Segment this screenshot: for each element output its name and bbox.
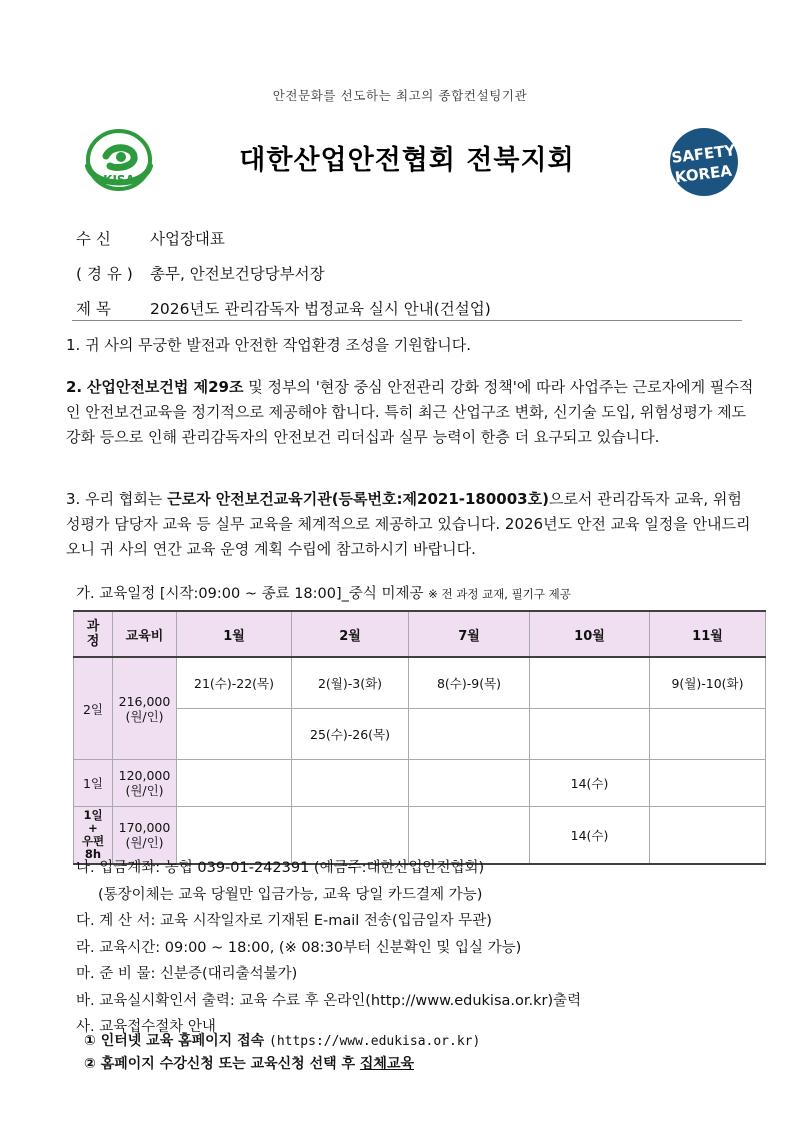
- step-1-number: ①: [84, 1033, 96, 1049]
- paragraph-2-text: 및 정부의 '현장 중심 안전관리 강화 정책'에 따라 사업주는 근로자에게 필수적인 안전보건교육을 정기적으로 제공해야 합니다. 특히 최근 산업구조 변화, 신기술 도입, 위험성평가 제도 강화 등으로 인해 관리감독자의 안전보건 리더십과 실무 능력이 한층 더 요구되고 있습니다.: [66, 378, 754, 446]
- cell-1day-mail-oct: 14(수): [530, 807, 650, 865]
- via-label: ( 경 유 ): [76, 265, 133, 283]
- course-mail-line2: +: [88, 821, 98, 835]
- cell-2day-r2-oct: [530, 709, 650, 760]
- col-header-feb: 2월: [292, 611, 409, 657]
- subject-label: 제 목: [76, 300, 111, 318]
- table-row: [74, 657, 766, 709]
- subject-row: [76, 297, 756, 319]
- schedule-subheading: [76, 582, 571, 603]
- table-row: [74, 760, 766, 807]
- fee-unit-1day-mail: (원/인): [125, 835, 164, 850]
- cell-fee-1day: [113, 760, 177, 807]
- col-header-fee: 교육비: [113, 611, 177, 657]
- application-step-1: [84, 1030, 480, 1053]
- paragraph-2: [66, 375, 756, 450]
- course-mail-line4: 8h: [84, 847, 102, 861]
- cell-course-2day: 2일: [74, 657, 113, 760]
- col-header-jul: 7월: [409, 611, 530, 657]
- table-header-row: [74, 611, 766, 657]
- paragraph-3-registration: 근로자 안전보건교육기관(등록번호:제2021-180003호): [167, 490, 549, 508]
- fee-unit-1day: (원/인): [125, 783, 164, 798]
- step-2-emphasis: 집체교육: [359, 1056, 414, 1072]
- via-value: 총무, 안전보건당당부서장: [150, 265, 325, 283]
- subject-value: 2026년도 관리감독자 법정교육 실시 안내(건설업): [150, 300, 491, 318]
- cell-2day-r1-oct: [530, 657, 650, 709]
- course-mail-line3: 우편: [81, 834, 105, 848]
- footer-item-c: 다. 계 산 서: 교육 시작일자로 기재된 E-mail 전송(입금일자 무관): [76, 913, 492, 929]
- footer-item-e: 마. 준 비 물: 신분증(대리출석불가): [76, 966, 298, 982]
- paragraph-2-law: 산업안전보건법 제29조: [86, 378, 244, 396]
- header-divider: [72, 320, 742, 321]
- cell-fee-2day: [113, 657, 177, 760]
- svg-text:SAFETY: SAFETY: [670, 141, 737, 167]
- footer-item-g: 사. 교육접수절차 안내: [76, 1019, 216, 1035]
- svg-text:KISA: KISA: [103, 173, 135, 187]
- cell-2day-r2-jan: [177, 709, 292, 760]
- paragraph-3: [66, 487, 756, 562]
- footer-item-f: 바. 교육실시확인서 출력: 교육 수료 후 온라인(http://www.edukisa.or.kr)출력: [76, 992, 582, 1009]
- paragraph-3-text: 으로서 관리감독자 교육, 위험성평가 담당자 교육 등 실무 교육을 체계적으로 제공하고 있습니다. 2026년도 안전 교육 일정을 안내드리오니 귀 사의 연간 교육 운영 계획 수립에 참고하시기 바랍니다.: [66, 490, 751, 558]
- application-step-2: [84, 1053, 480, 1076]
- recipient-label: 수 신: [76, 230, 111, 248]
- fee-unit-2day: (원/인): [125, 708, 164, 724]
- cell-2day-r2-jul: [409, 709, 530, 760]
- page-title: 대한산업안전협회 전북지회: [239, 145, 575, 176]
- step-1-text: 인터넷 교육 홈페이지 접속: [100, 1033, 265, 1049]
- course-mail-line1: 1일: [83, 808, 103, 822]
- schedule-subheading-main: 가. 교육일정 [시작:09:00 ~ 종료 18:00]_중식 미제공: [76, 586, 424, 602]
- footer-list: [76, 855, 776, 1041]
- footer-item-d: 라. 교육시간: 09:00 ~ 18:00, (※ 08:30부터 신분확인 및 입실 가능): [76, 939, 522, 956]
- cell-1day-nov: [650, 760, 766, 807]
- recipient-row: [76, 227, 756, 249]
- cell-2day-r1-feb: 2(월)-3(화): [292, 657, 409, 709]
- step-2-text: 홈페이지 수강신청 또는 교육신청 선택 후: [100, 1056, 356, 1072]
- via-row: [76, 262, 756, 284]
- step-2-number: ②: [84, 1056, 96, 1072]
- cell-2day-r1-jul: 8(수)-9(목): [409, 657, 530, 709]
- paragraph-2-number: 2.: [66, 378, 83, 396]
- cell-2day-r2-feb: 25(수)-26(목): [292, 709, 409, 760]
- masthead: [72, 122, 742, 204]
- cell-1day-oct: 14(수): [530, 760, 650, 807]
- cell-1day-jul: [409, 760, 530, 807]
- footer-item-b: 나. 입금계좌: 농협 039-01-242391 (예금주:대한산업안전협회): [76, 860, 485, 876]
- schedule-table: [73, 610, 766, 865]
- step-1-url[interactable]: (https://www.edukisa.or.kr): [269, 1034, 481, 1049]
- cell-2day-r2-nov: [650, 709, 766, 760]
- table-row: [74, 709, 766, 760]
- svg-text:KOREA: KOREA: [673, 161, 733, 187]
- schedule-subheading-note: ※ 전 과정 교재, 필기구 제공: [428, 587, 571, 601]
- safety-korea-logo-icon: [666, 124, 742, 200]
- fee-amount-1day: 120,000: [118, 768, 171, 783]
- paragraph-1: 1. 귀 사의 무궁한 발전과 안전한 작업환경 조성을 기원합니다.: [66, 336, 471, 354]
- col-header-nov: 11월: [650, 611, 766, 657]
- fee-amount-2day: 216,000: [118, 693, 171, 709]
- col-header-course: 과 정: [74, 611, 113, 657]
- cell-2day-r1-jan: 21(수)-22(목): [177, 657, 292, 709]
- cell-1day-feb: [292, 760, 409, 807]
- application-steps: [84, 1030, 480, 1076]
- paragraph-3-lead: 3. 우리 협회는: [66, 490, 163, 508]
- cell-course-1day: 1일: [74, 760, 113, 807]
- fee-amount-1day-mail: 170,000: [118, 820, 171, 835]
- col-header-jan: 1월: [177, 611, 292, 657]
- col-header-oct: 10월: [530, 611, 650, 657]
- page-tagline: 안전문화를 선도하는 최고의 종합컨설팅기관: [272, 88, 528, 103]
- footer-item-b-sub: (통장이체는 교육 당월만 입금가능, 교육 당일 카드결제 가능): [98, 886, 483, 903]
- cell-1day-jan: [177, 760, 292, 807]
- cell-2day-r1-nov: 9(월)-10(화): [650, 657, 766, 709]
- recipient-value: 사업장대표: [150, 230, 225, 248]
